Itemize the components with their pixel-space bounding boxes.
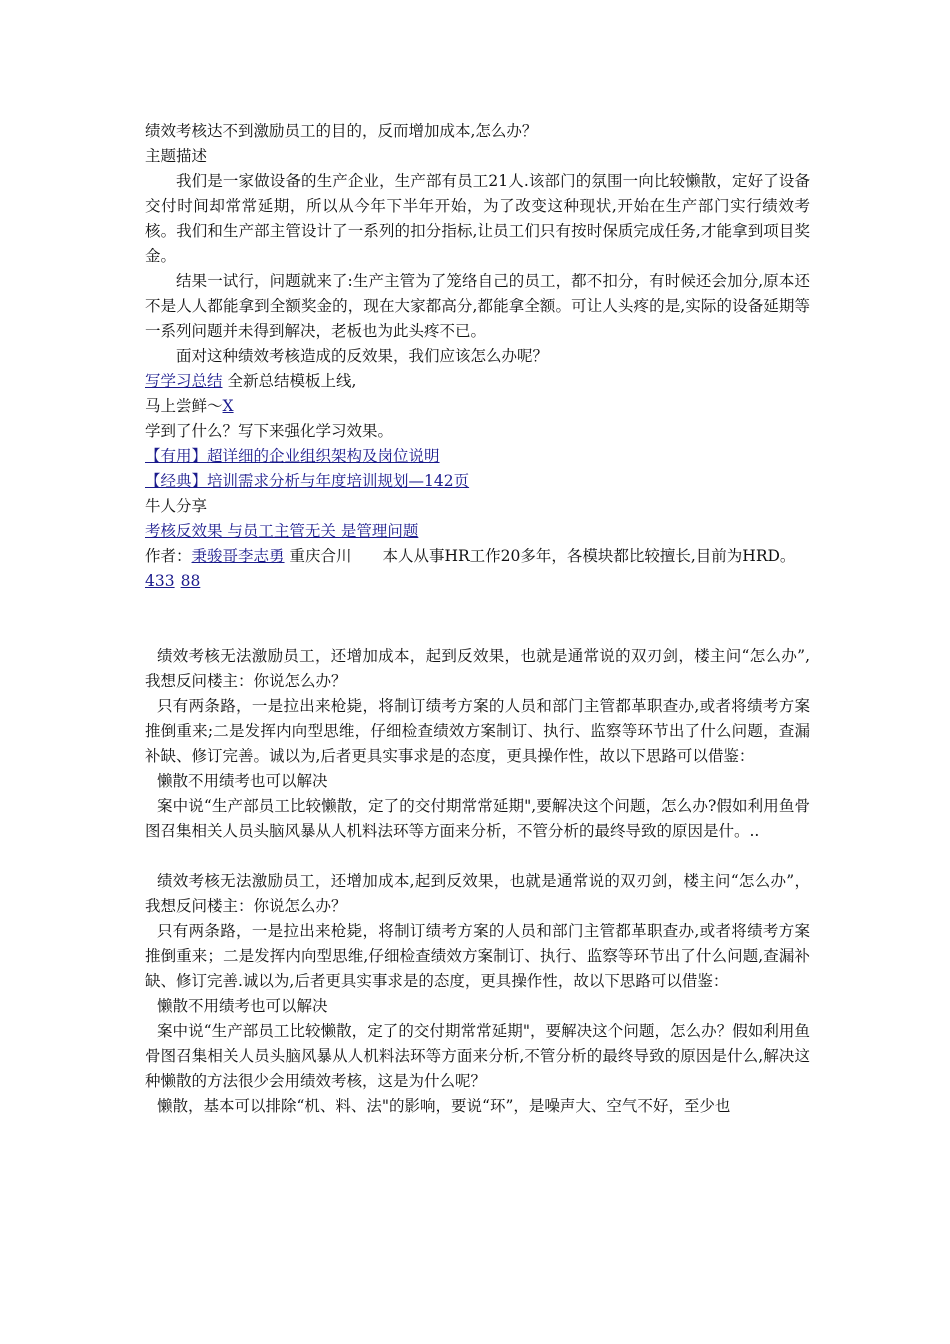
count-link[interactable]: 433	[145, 572, 175, 590]
document-content	[145, 119, 810, 1119]
author-description: 重庆合川 本人从事HR工作20多年，各模块都比较擅长,目前为HRD。	[284, 547, 796, 565]
section-heading-description: 主题描述	[145, 147, 208, 165]
write-summary-link[interactable]: 写学习总结	[145, 372, 223, 390]
description-paragraph: 结果一试行，问题就来了:生产主管为了笼络自己的员工，都不扣分，有时候还会加分,原本还不是人人都能拿到全额奖金的，现在大家都高分,都能拿全额。可让人头疼的是,实际的设备延期等一系列问题并未得到解决，老板也为此头疼不已。	[145, 272, 810, 340]
description-paragraph: 面对这种绩效考核造成的反效果，我们应该怎么办呢？	[176, 347, 549, 365]
promo-line	[145, 369, 810, 394]
author-link[interactable]: 秉骏哥李志勇	[191, 547, 285, 565]
article-title-link[interactable]: 考核反效果 与员工主管无关 是管理问题	[145, 522, 419, 540]
promo-text: 全新总结模板上线,	[222, 372, 357, 390]
promo-text: 马上尝鲜～	[145, 397, 223, 415]
excerpt-subheading: 懒散不用绩考也可以解决	[157, 772, 328, 790]
close-promo-link[interactable]: X	[222, 397, 234, 415]
excerpt-subheading: 懒散不用绩考也可以解决	[157, 997, 328, 1015]
count-link[interactable]: 88	[180, 572, 201, 590]
excerpt-paragraph: 只有两条路，一是拉出来枪毙，将制订绩考方案的人员和部门主管都革职查办,或者将绩考方案推倒重来；二是发挥内向型思维,仔细检查绩效方案制订、执行、监察等环节出了什么问题,查漏补缺、修订完善.诚以为,后者更具实事求是的态度，更具操作性，故以下思路可以借鉴：	[145, 922, 810, 990]
excerpt-paragraph: 只有两条路，一是拉出来枪毙，将制订绩考方案的人员和部门主管都革职查办,或者将绩考方案推倒重来;二是发挥内向型思维，仔细检查绩效方案制订、执行、监察等环节出了什么问题，查漏补缺、修订完善。诚以为,后者更具实事求是的态度，更具操作性，故以下思路可以借鉴：	[145, 697, 810, 765]
excerpt-paragraph: 案中说“生产部员工比较懒散，定了的交付期常常延期",要解决这个问题，怎么办?假如利用鱼骨图召集相关人员头脑风暴从人机料法环等方面来分析，不管分析的最终导致的原因是什。..	[145, 797, 810, 840]
article-counts	[145, 569, 810, 594]
promo-line	[145, 394, 810, 419]
doc-title: 绩效考核达不到激励员工的目的，反而增加成本,怎么办？	[145, 122, 538, 140]
org-structure-link[interactable]: 【有用】超详细的企业组织架构及岗位说明	[145, 447, 440, 465]
excerpt-paragraph: 案中说“生产部员工比较懒散，定了的交付期常常延期"，要解决这个问题，怎么办？假如利用鱼骨图召集相关人员头脑风暴从人机料法环等方面来分析,不管分析的最终导致的原因是什么,解决这种懒散的方法很少会用绩效考核，这是为什么呢？	[145, 1022, 810, 1090]
excerpt-paragraph: 绩效考核无法激励员工，还增加成本，起到反效果，也就是通常说的双刃剑，楼主问“怎么办”,我想反问楼主：你说怎么办？	[145, 647, 810, 690]
training-plan-link[interactable]: 【经典】培训需求分析与年度培训规划—142页	[145, 472, 470, 490]
promo-text: 学到了什么？写下来强化学习效果。	[145, 422, 394, 440]
author-info	[145, 544, 810, 569]
spacer	[145, 844, 810, 869]
excerpt-paragraph: 绩效考核无法激励员工，还增加成本,起到反效果，也就是通常说的双刃剑，楼主问“怎么办”，我想反问楼主：你说怎么办？	[145, 872, 810, 915]
section-heading-share: 牛人分享	[145, 497, 208, 515]
excerpt-paragraph: 懒散，基本可以排除“机、料、法"的影响，要说“环”，是噪声大、空气不好，至少也	[157, 1097, 731, 1115]
author-label: 作者：	[145, 547, 192, 565]
description-paragraph: 我们是一家做设备的生产企业，生产部有员工21人.该部门的氛围一向比较懒散，定好了设备交付时间却常常延期，所以从今年下半年开始，为了改变这种现状,开始在生产部门实行绩效考核。我们和生产部主管设计了一系列的扣分指标,让员工们只有按时保质完成任务,才能拿到项目奖金。	[145, 172, 810, 265]
spacer	[145, 594, 810, 644]
